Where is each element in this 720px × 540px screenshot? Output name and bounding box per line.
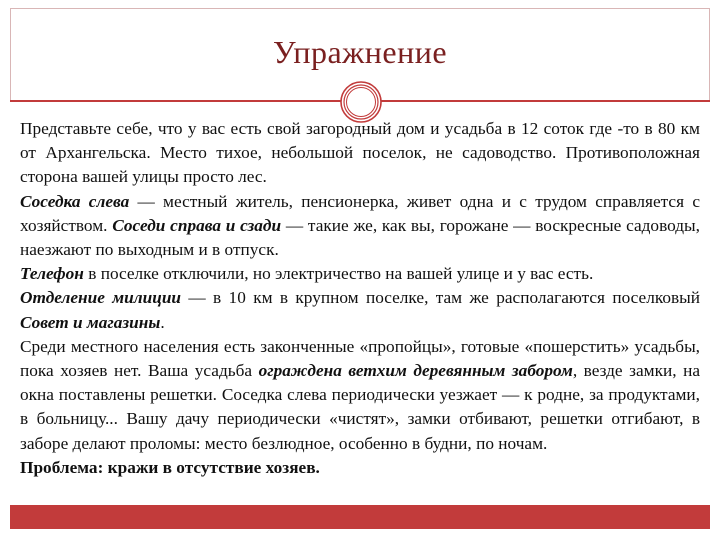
emphasis-text: Телефон <box>20 264 84 284</box>
text-run: — местный житель, пенсионерка, живет одна и с трудом справляется с хозяйством. <box>20 191 700 235</box>
paragraph <box>20 117 700 190</box>
text-run: Среди местного населения есть законченные «пропойцы», готовые «пошерстить» усадьбы, пока хозяев нет. Ваша усадьба <box>20 336 700 381</box>
text-run: — такие же, как вы, горожане — воскресные садоводы, наезжают по выходным и в отпуск. <box>20 215 700 260</box>
emphasis-text: ограждена ветхим деревянным забором <box>258 361 573 381</box>
text-run: — в 10 км в крупном поселке, там же располагаются поселковый <box>181 288 700 308</box>
text-run: в поселке отключили, но электричество на вашей улице и у вас есть. <box>83 264 594 284</box>
emphasis-text: Совет и магазины <box>20 312 161 332</box>
paragraph <box>20 335 700 456</box>
emphasis-text: Отделение милиции <box>20 288 182 308</box>
paragraph <box>20 456 700 480</box>
paragraph <box>20 262 700 286</box>
paragraph <box>20 190 700 263</box>
text-run: , везде замки, на окна поставлены решетки. Соседка слева периодически уезжает — к родне, за продуктами, в больницу... Вашу дачу периодически «чистят», замки отбивают, решетки отгибают, в заборе делают проломы: место безлюдное, особенно в будни, по ночам. <box>20 361 700 453</box>
bottom-bar <box>10 505 710 529</box>
emphasis-text: Соседка слева <box>20 191 130 211</box>
text-run: Представьте себе, что у вас есть свой загородный дом и усадьба в 12 соток где -то в 80 км от Архангельска. Место тихое, небольшой поселок, не садоводство. Противоположная сторона вашей улицы просто лес. <box>20 119 700 187</box>
emphasis-text: Проблема: кражи в отсутствие хозяев. <box>20 457 320 477</box>
exercise-text <box>20 117 700 480</box>
slide-title: Упражнение <box>272 34 448 70</box>
paragraph <box>20 286 700 334</box>
text-run: . <box>160 312 165 332</box>
emphasis-text: Соседи справа и сзади <box>112 215 282 235</box>
